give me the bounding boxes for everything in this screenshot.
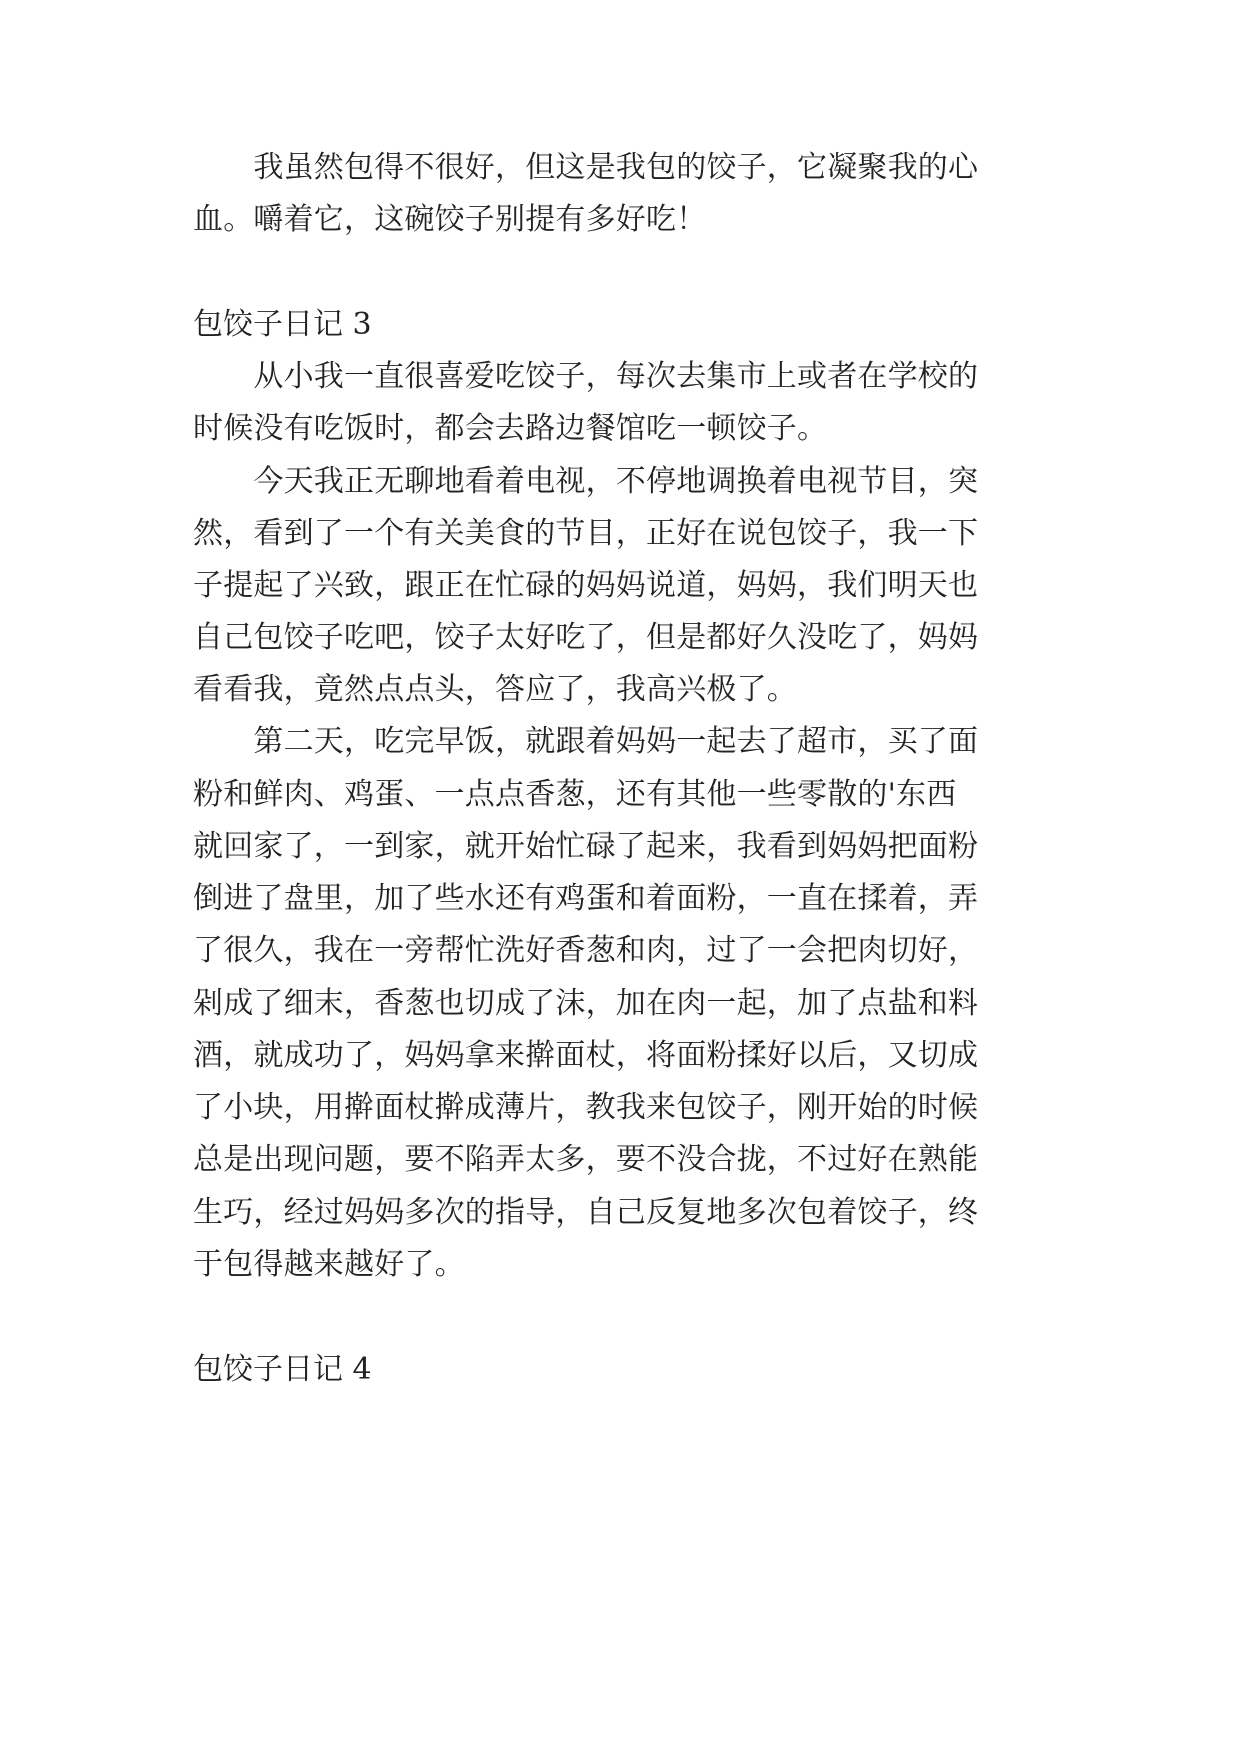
paragraph-1-line-2: 血。嚼着它，这碗饺子别提有多好吃！ <box>193 202 707 237</box>
paragraph-4-line-5: 了很久，我在一旁帮忙洗好香葱和肉，过了一会把肉切好， <box>193 933 979 968</box>
paragraph-4-line-4: 倒进了盘里，加了些水还有鸡蛋和着面粉，一直在揉着，弄 <box>193 881 979 916</box>
paragraph-4-line-3: 就回家了，一到家，就开始忙碌了起来，我看到妈妈把面粉 <box>193 829 979 864</box>
paragraph-3-line-4: 自己包饺子吃吧，饺子太好吃了，但是都好久没吃了，妈妈 <box>193 620 979 655</box>
paragraph-3-line-2: 然，看到了一个有关美食的节目，正好在说包饺子，我一下 <box>193 516 979 551</box>
paragraph-4-line-8: 了小块，用擀面杖擀成薄片，教我来包饺子，刚开始的时候 <box>193 1090 979 1125</box>
paragraph-4-line-6: 剁成了细末，香葱也切成了沫，加在肉一起，加了点盐和料 <box>193 986 979 1021</box>
paragraph-4-line-11: 于包得越来越好了。 <box>193 1247 465 1282</box>
paragraph-3-line-5: 看看我，竟然点点头，答应了，我高兴极了。 <box>193 672 797 707</box>
paragraph-4-line-10: 生巧，经过妈妈多次的指导，自己反复地多次包着饺子，终 <box>193 1195 979 1230</box>
paragraph-4-line-2: 粉和鲜肉、鸡蛋、一点点香葱，还有其他一些零散的'东西 <box>193 777 957 812</box>
paragraph-3-line-3: 子提起了兴致，跟正在忙碌的妈妈说道，妈妈，我们明天也 <box>193 568 979 603</box>
paragraph-4-line-1: 第二天，吃完早饭，就跟着妈妈一起去了超市，买了面 <box>193 724 979 759</box>
paragraph-2-line-2: 时候没有吃饭时，都会去路边餐馆吃一顿饺子。 <box>193 411 828 446</box>
paragraph-2-line-1: 从小我一直很喜爱吃饺子，每次去集市上或者在学校的 <box>193 359 979 394</box>
paragraph-4-line-9: 总是出现问题，要不陷弄太多，要不没合拢，不过好在熟能 <box>193 1142 979 1177</box>
paragraph-4-line-7: 酒，就成功了，妈妈拿来擀面杖，将面粉揉好以后，又切成 <box>193 1038 979 1073</box>
paragraph-1-line-1: 我虽然包得不很好，但这是我包的饺子，它凝聚我的心 <box>193 150 979 185</box>
section-heading-diary-3: 包饺子日记 3 <box>193 307 372 342</box>
section-heading-diary-4: 包饺子日记 4 <box>193 1352 372 1387</box>
paragraph-3-line-1: 今天我正无聊地看着电视，不停地调换着电视节目，突 <box>193 464 979 499</box>
